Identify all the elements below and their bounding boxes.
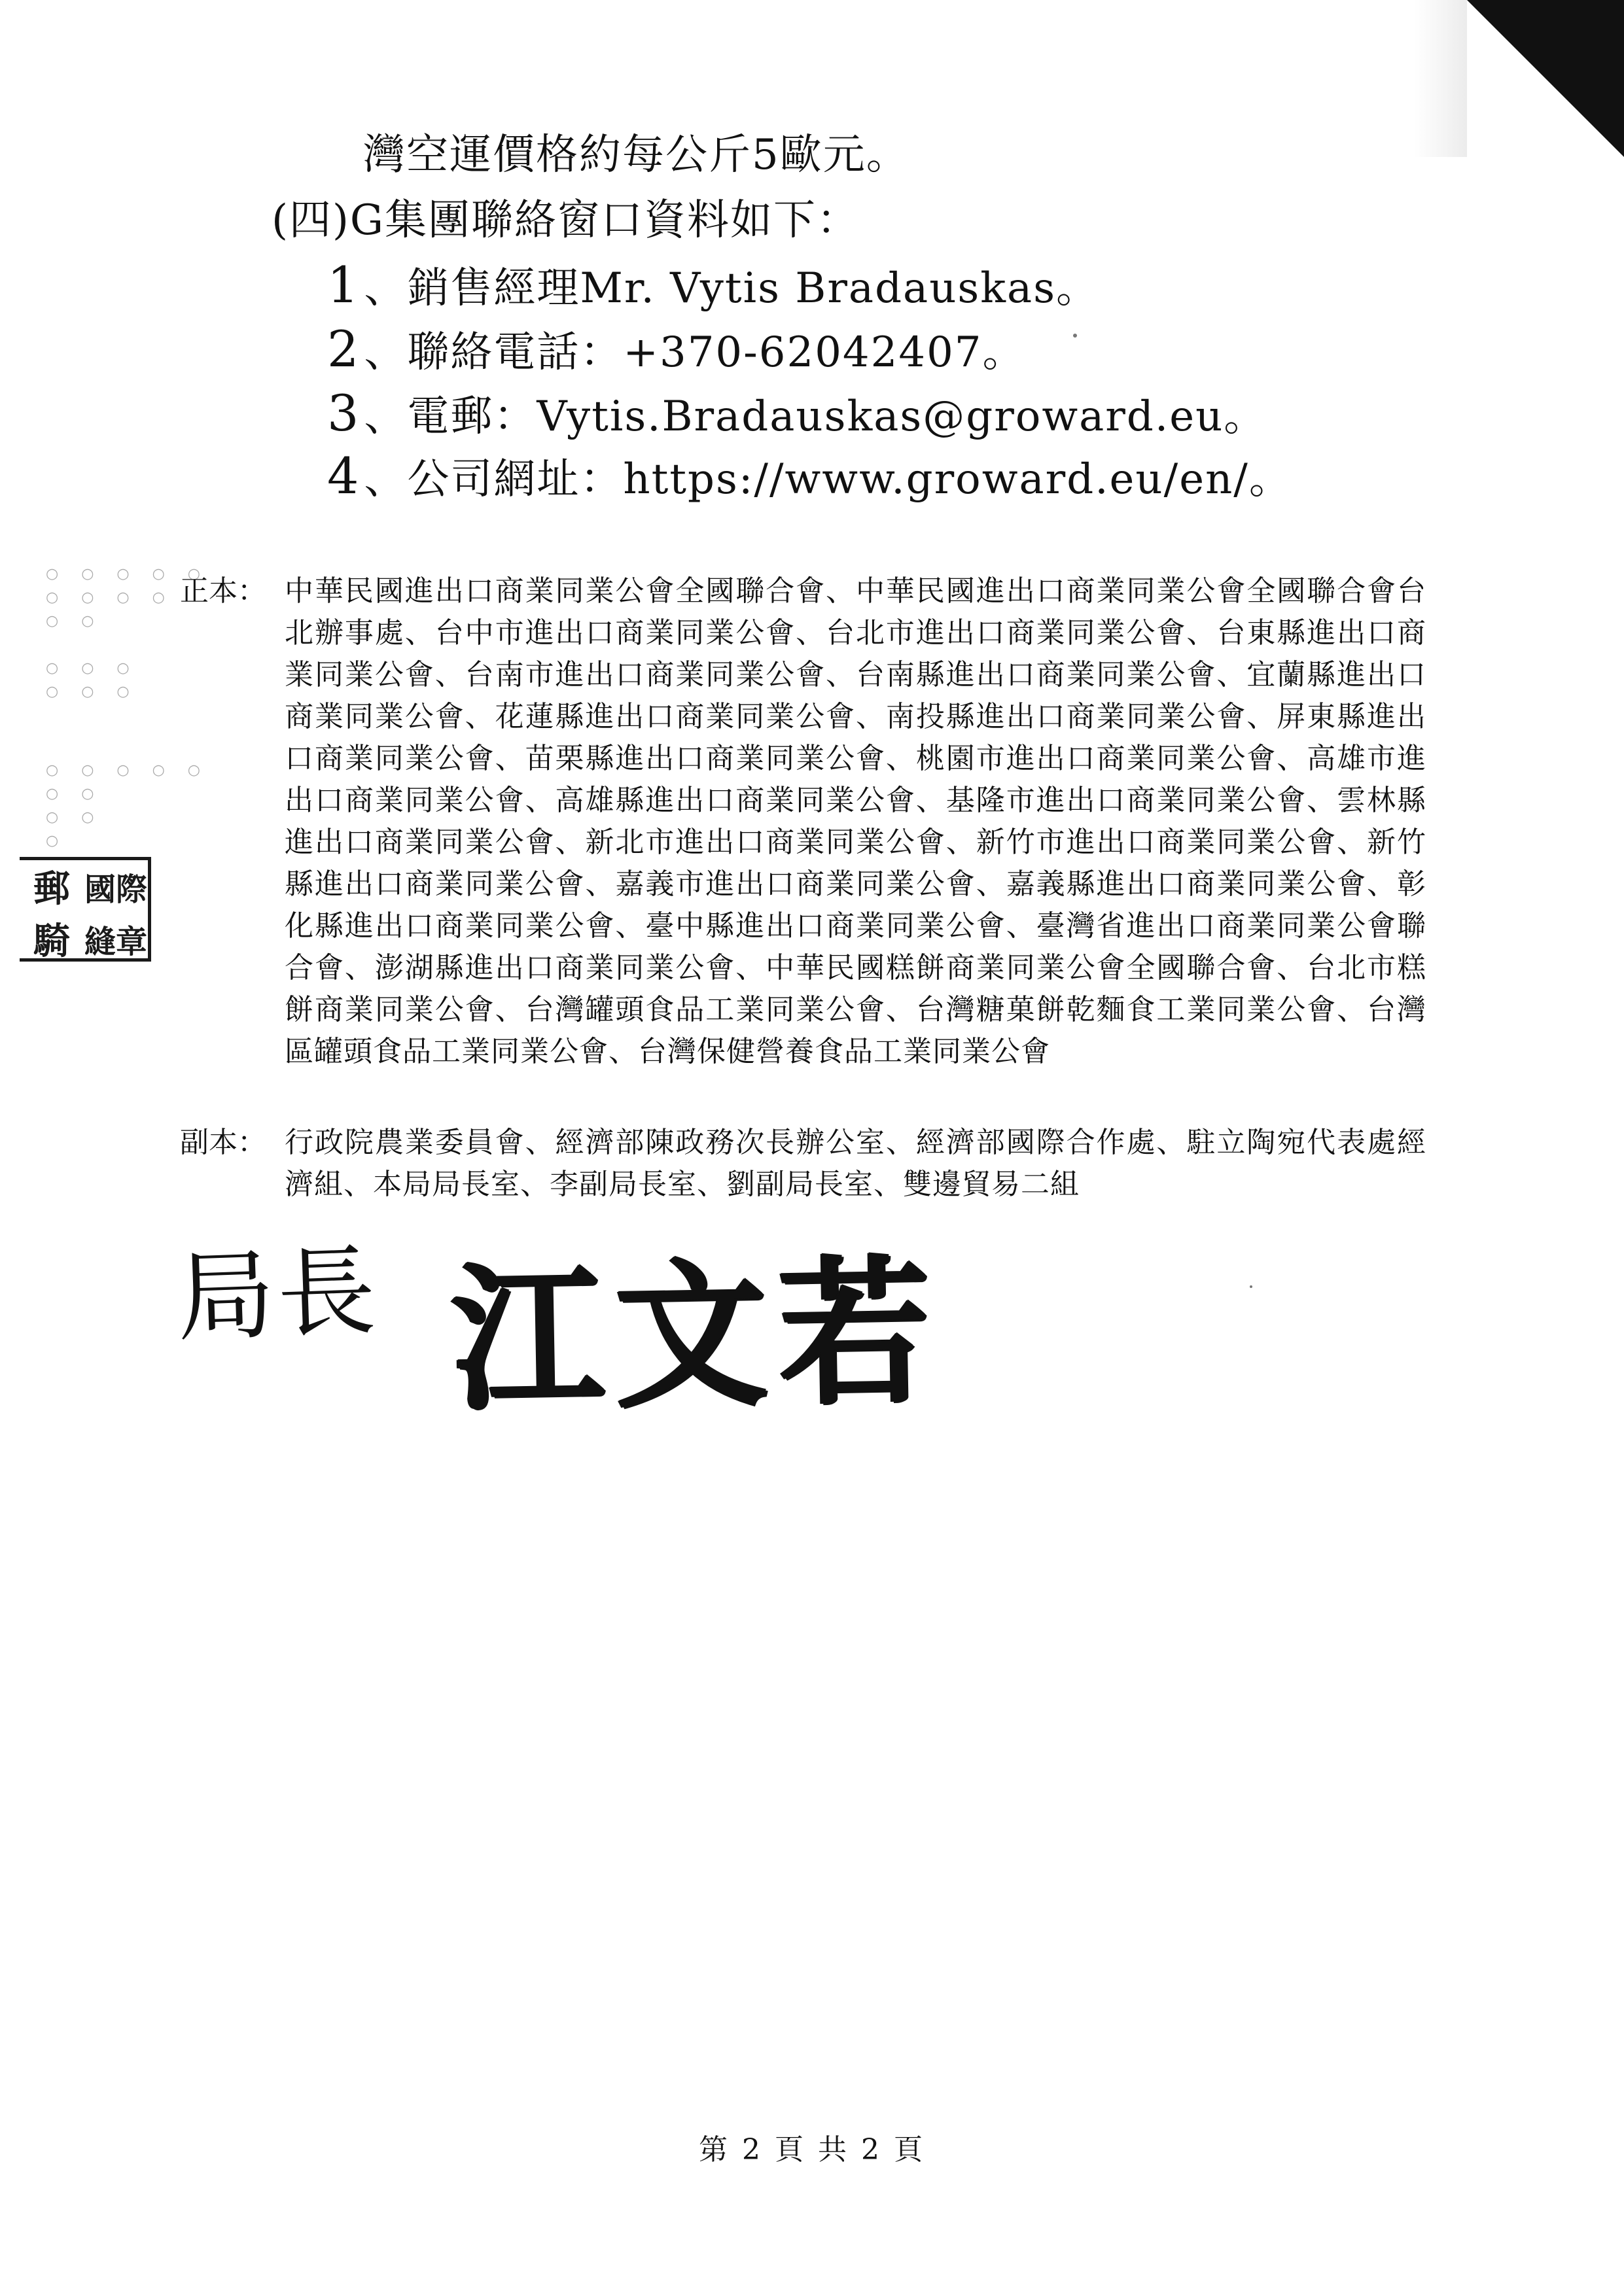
contact-item-2-number: 2 xyxy=(327,320,361,378)
contact-item-1-number: 1 xyxy=(327,256,361,314)
page-number: 第 2 頁 共 2 頁 xyxy=(699,2133,925,2166)
contact-item-2 xyxy=(327,320,1026,378)
signature-name: 江文若 xyxy=(450,1237,944,1432)
scan-speck xyxy=(1073,334,1077,338)
contact-item-4-number: 4 xyxy=(327,447,361,505)
contact-item-3-number: 3 xyxy=(327,384,361,442)
contact-item-2-text: 、聯絡電話：+370-62042407。 xyxy=(364,328,1026,377)
contact-item-4 xyxy=(327,447,1292,505)
scan-speck xyxy=(1250,1285,1252,1288)
section-heading-contact: (四)G集團聯絡窗口資料如下： xyxy=(272,196,860,245)
seal-char-bottom-right: 縫章 xyxy=(84,923,147,960)
copy-recipients-list: 行政院農業委員會、經濟部陳政務次長辦公室、經濟部國際合作處、駐立陶宛代表處經濟組、本局局長室、李副局長室、劉副局長室、雙邊貿易二組 xyxy=(285,1126,1426,1201)
seal-char-top-right: 國際 xyxy=(84,871,147,908)
punch-hole-marks-upper: ○ ○ ○ ○ ○ ○ ○ ○ ○ ○ ○ ○ ○ ○ ○ ○ ○ xyxy=(46,566,209,700)
seam-seal-stamp xyxy=(20,857,151,962)
body-line-airfreight: 灣空運價格約每公斤5歐元。 xyxy=(363,131,909,179)
contact-item-3-text: 、電郵：Vytis.Bradauskas@groward.eu。 xyxy=(364,392,1267,441)
scan-corner-shade xyxy=(1415,0,1467,157)
contact-item-1-text: 、銷售經理Mr. Vytis Bradauskas。 xyxy=(364,264,1100,313)
original-recipients-label: 正本： xyxy=(180,574,266,608)
punch-hole-marks-lower: ○ ○ ○ ○ ○ ○ ○ ○ ○ ○ xyxy=(46,762,209,849)
signature-title: 局長 xyxy=(175,1234,380,1356)
original-recipients-list: 中華民國進出口商業同業公會全國聯合會、中華民國進出口商業同業公會全國聯合會台北辦事處、台中市進出口商業同業公會、台北市進出口商業同業公會、台東縣進出口商業同業公會、台南市進出口商業同業公會、台南縣進出口商業同業公會、宜蘭縣進出口商業同業公會、花蓮縣進出口商業同業公會、南投縣進出口商業同業公會、屏東縣進出口商業同業公會、苗栗縣進出口商業同業公會、桃園市進出口商業同業公會、高雄市進出口商業同業公會、高雄縣進出口商業同業公會、基隆市進出口商業同業公會、雲林縣進出口商業同業公會、新北市進出口商業同業公會、新竹市進出口商業同業公會、新竹縣進出口商業同業公會、嘉義市進出口商業同業公會、嘉義縣進出口商業同業公會、彰化縣進出口商業同業公會、臺中縣進出口商業同業公會、臺灣省進出口商業同業公會聯合會、澎湖縣進出口商業同業公會、中華民國糕餅商業同業公會全國聯合會、台北市糕餅商業同業公會、台灣罐頭食品工業同業公會、台灣糖菓餅乾麵食工業同業公會、台灣區罐頭食品工業同業公會、台灣保健營養食品工業同業公會 xyxy=(285,574,1426,1068)
seal-char-top-left: 郵 xyxy=(33,867,70,911)
contact-item-1 xyxy=(327,256,1100,314)
scan-corner-mark xyxy=(1467,0,1624,157)
seal-char-bottom-left: 騎 xyxy=(33,920,70,963)
copy-recipients-label: 副本： xyxy=(180,1126,266,1159)
contact-item-4-text: 、公司網址：https://www.groward.eu/en/。 xyxy=(364,455,1292,504)
contact-item-3 xyxy=(327,384,1267,442)
